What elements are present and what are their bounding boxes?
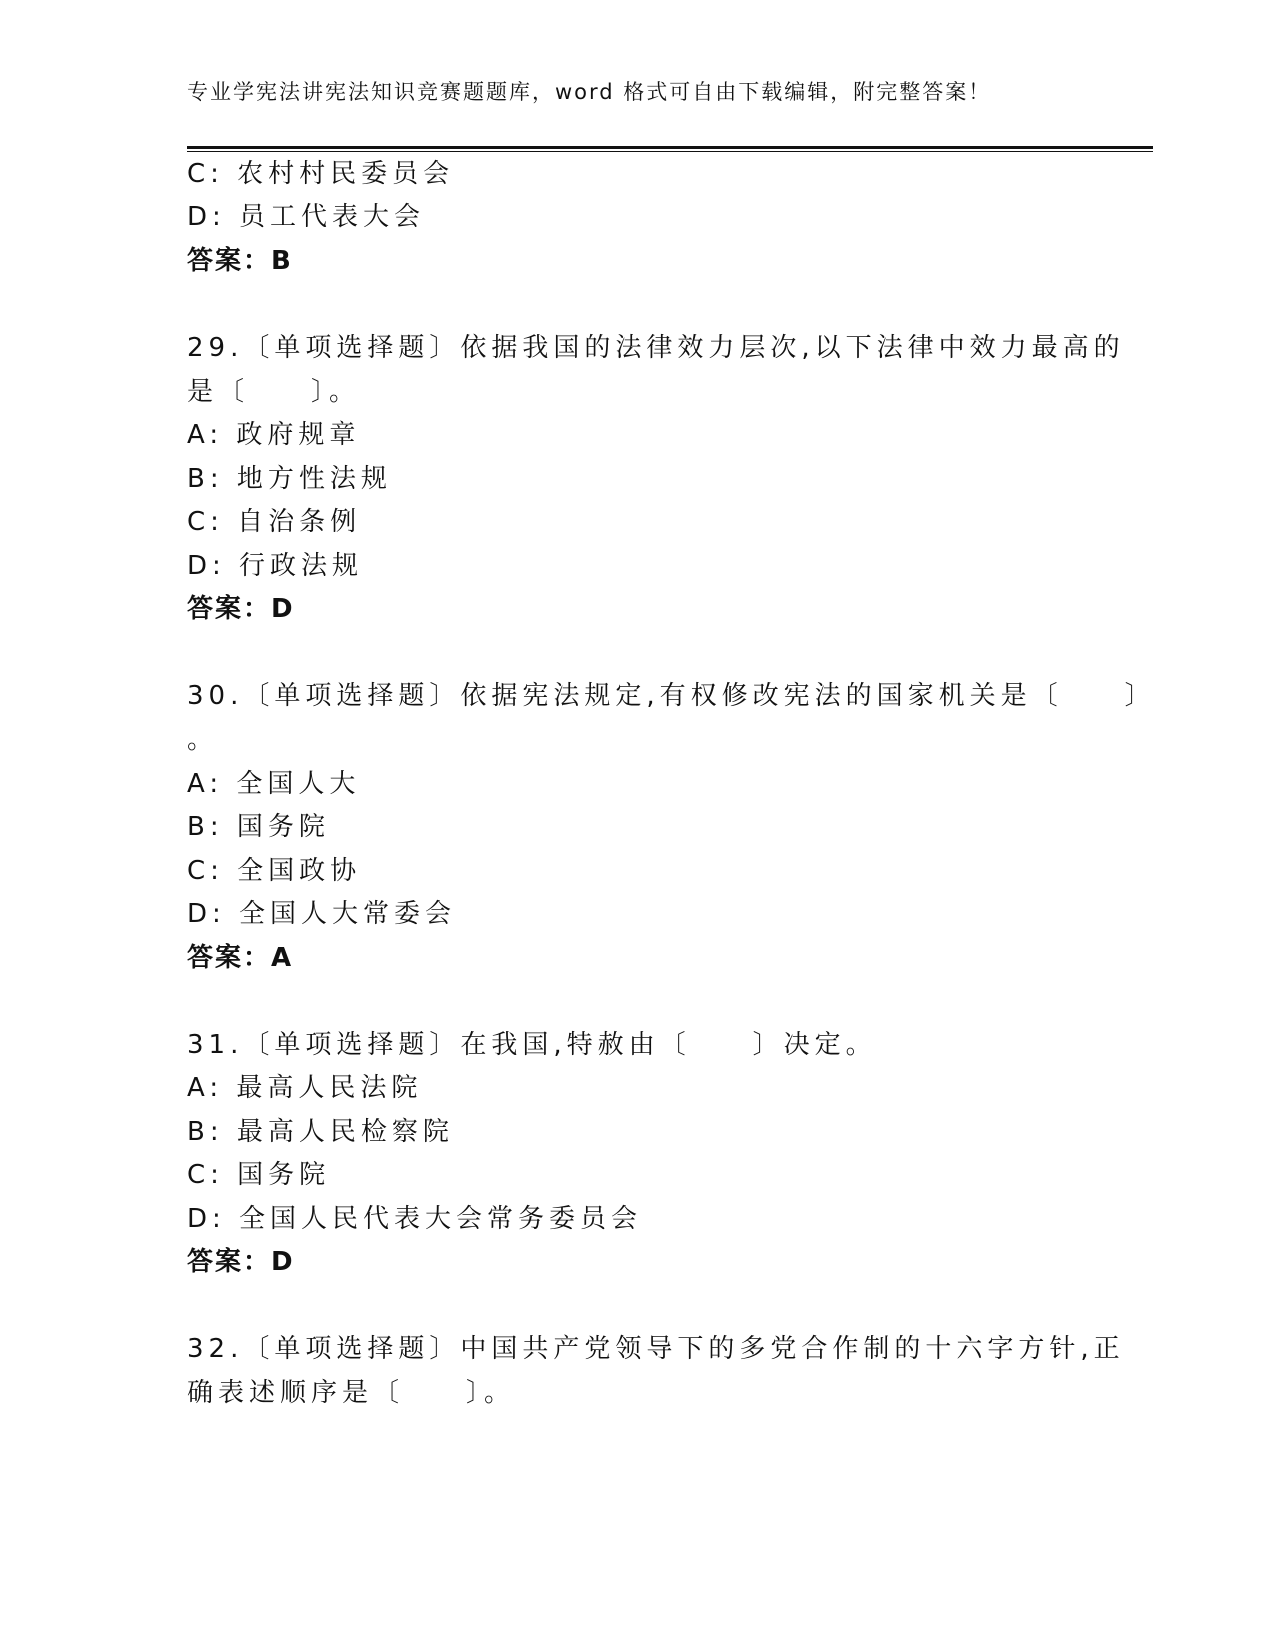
option-c: C: 农村村民委员会 [187, 159, 455, 189]
page-header: 专业学宪法讲宪法知识竞赛题题库，word 格式可自由下载编辑，附完整答案！ [187, 80, 992, 104]
question-32-line-2: 确表述顺序是〔 〕。 [187, 1378, 516, 1408]
question-29-line-1: 29.〔单项选择题〕依据我国的法律效力层次,以下法律中效力最高的 [187, 333, 1125, 363]
option-d: D: 全国人大常委会 [187, 899, 457, 929]
option-b: B: 国务院 [187, 812, 330, 842]
question-30-line-1: 30.〔单项选择题〕依据宪法规定,有权修改宪法的国家机关是〔 〕 [187, 681, 1156, 711]
question-29-line-2: 是〔 〕。 [187, 377, 361, 407]
option-a: A: 最高人民法院 [187, 1073, 423, 1103]
option-c: C: 国务院 [187, 1160, 331, 1190]
answer: 答案：D [187, 594, 295, 624]
question-32-line-1: 32.〔单项选择题〕中国共产党领导下的多党合作制的十六字方针,正 [187, 1334, 1125, 1364]
answer: 答案：B [187, 246, 293, 276]
answer: 答案：A [187, 943, 294, 973]
option-a: A: 政府规章 [187, 420, 361, 450]
option-d: D: 全国人民代表大会常务委员会 [187, 1204, 643, 1234]
answer: 答案：D [187, 1247, 295, 1277]
header-rule-thin [187, 151, 1153, 152]
option-d: D: 行政法规 [187, 551, 364, 581]
option-b: B: 地方性法规 [187, 464, 392, 494]
option-a: A: 全国人大 [187, 769, 361, 799]
option-c: C: 自治条例 [187, 507, 362, 537]
question-30-line-2: 。 [187, 725, 219, 755]
header-rule-thick [187, 146, 1153, 149]
question-31-line-1: 31.〔单项选择题〕在我国,特赦由〔 〕决定。 [187, 1030, 877, 1060]
option-c: C: 全国政协 [187, 856, 362, 886]
option-d: D: 员工代表大会 [187, 202, 426, 232]
option-b: B: 最高人民检察院 [187, 1117, 454, 1147]
